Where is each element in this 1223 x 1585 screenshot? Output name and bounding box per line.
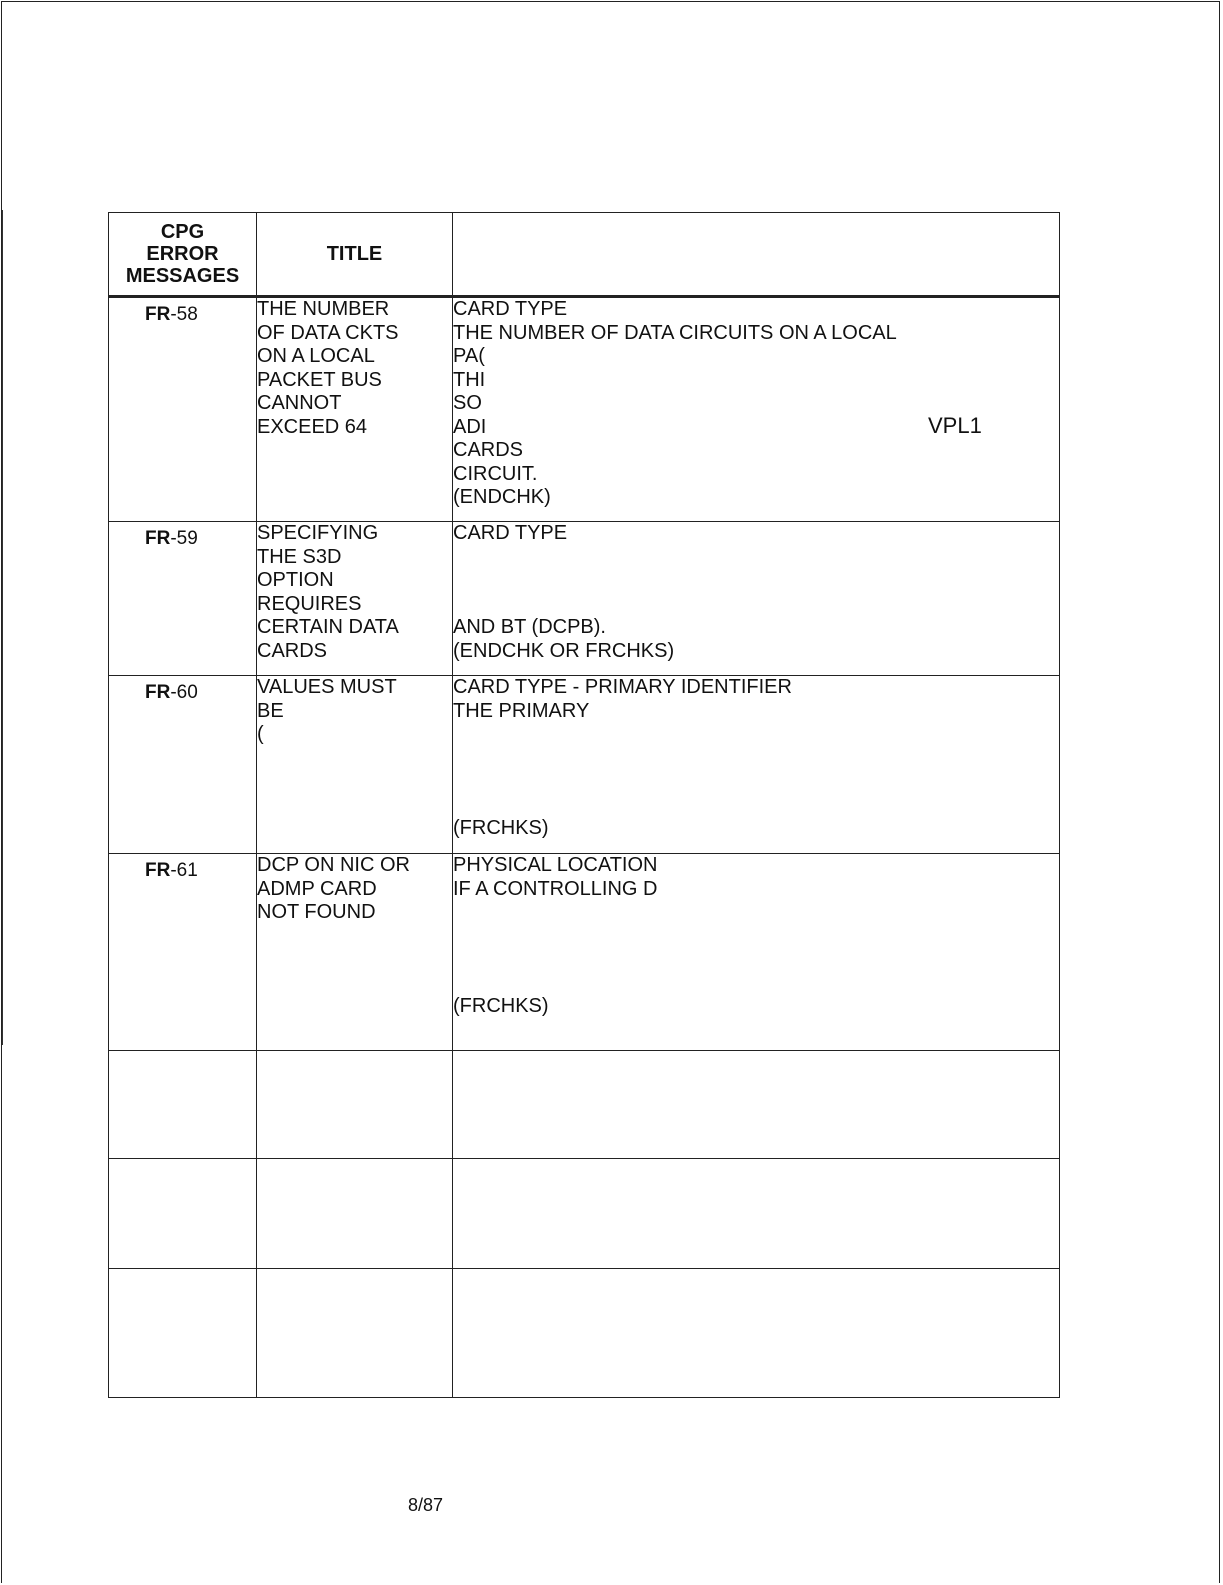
empty-cell [453,1159,1060,1269]
error-code-cell [109,676,257,854]
title-line: SPECIFYING [257,522,379,544]
desc-line: CIRCUIT. [453,462,538,485]
desc-line [453,569,1059,593]
desc-line: IF A CONTROLLING D [453,877,658,900]
title-line: ADMP CARD [257,877,377,900]
error-code-number: -61 [170,860,198,881]
table-row [109,676,1060,854]
title-line: OF DATA CKTS [257,321,399,344]
desc-line [453,546,1059,570]
desc-line: AND BT (DCPB). [453,616,606,638]
empty-cell [257,1159,453,1269]
title-line: VALUES MUST [257,676,397,698]
desc-line: (ENDCHK) [453,486,551,508]
desc-line: PHYSICAL LOCATION [453,854,658,876]
title-line: CARDS [257,639,328,662]
title-line: CERTAIN DATA [257,616,399,638]
title-line: NOT FOUND [257,901,376,923]
empty-table-row [109,1159,1060,1269]
error-code-prefix: FR [145,682,171,703]
title-line: REQUIRES [257,592,362,615]
title-line: EXCEED 64 [257,415,368,438]
desc-line [453,925,1059,949]
title-line: BE [257,699,284,722]
empty-cell [109,1051,257,1159]
desc-line: THE PRIMARY [453,699,590,722]
table-row [109,854,1060,1051]
empty-table-row [109,1051,1060,1159]
title-line: ( [257,723,264,745]
empty-cell [257,1269,453,1398]
error-title-cell [257,854,453,1051]
error-code-number: -59 [170,528,198,549]
desc-line: (FRCHKS) [453,817,549,839]
desc-line [453,794,1059,818]
header-title: TITLE [257,213,453,297]
table-row [109,522,1060,676]
error-messages-table [108,212,1060,1398]
desc-line: CARDS [453,439,524,461]
desc-line [453,901,1059,925]
desc-line [453,948,1059,972]
table-row [109,297,1060,522]
title-line: ON A LOCAL [257,345,375,367]
desc-line [453,972,1059,996]
desc-line: PA( [453,345,485,367]
empty-table-row [109,1269,1060,1398]
header-code: CPG ERROR MESSAGES [109,213,257,297]
desc-line: CARD TYPE - PRIMARY IDENTIFIER [453,676,792,698]
desc-line: THE NUMBER OF DATA CIRCUITS ON A LOCAL [453,321,897,344]
error-code-prefix: FR [145,860,171,881]
desc-line: CARD TYPE [453,522,568,544]
page-footer-date: 8/87 [408,1495,444,1515]
error-title-cell [257,522,453,676]
error-title-cell [257,297,453,522]
title-line: THE NUMBER [257,298,390,320]
empty-cell [453,1269,1060,1398]
error-code-cell [109,854,257,1051]
error-desc-cell [453,676,1060,854]
desc-line: SO [453,392,482,414]
error-code-cell [109,522,257,676]
desc-line: (FRCHKS) [453,995,549,1017]
title-line: PACKET BUS [257,368,382,391]
error-code-number: -58 [170,304,198,325]
desc-line [453,747,1059,771]
error-code-cell [109,297,257,522]
desc-line [453,593,1059,617]
error-code-number: -60 [170,682,198,703]
empty-cell [453,1051,1060,1159]
title-line: OPTION [257,569,334,591]
error-code-prefix: FR [145,304,171,325]
error-title-cell [257,676,453,854]
error-desc-cell [453,297,1060,522]
empty-cell [109,1159,257,1269]
desc-line [453,723,1059,747]
title-line: DCP ON NIC OR [257,854,410,876]
vpl-label: VPL1 [928,413,982,438]
empty-cell [257,1051,453,1159]
title-line: THE S3D [257,545,342,568]
error-desc-cell [453,522,1060,676]
desc-line: THI [453,368,486,391]
table-header-row [109,213,1060,297]
error-desc-cell [453,854,1060,1051]
desc-line [453,770,1059,794]
empty-cell [109,1269,257,1398]
desc-line: ADI [453,415,487,438]
desc-line: CARD TYPE [453,298,568,320]
header-desc [453,213,1060,297]
error-code-prefix: FR [145,528,171,549]
desc-line: (ENDCHK OR FRCHKS) [453,639,675,662]
title-line: CANNOT [257,392,342,414]
binding-mark [2,210,3,1045]
